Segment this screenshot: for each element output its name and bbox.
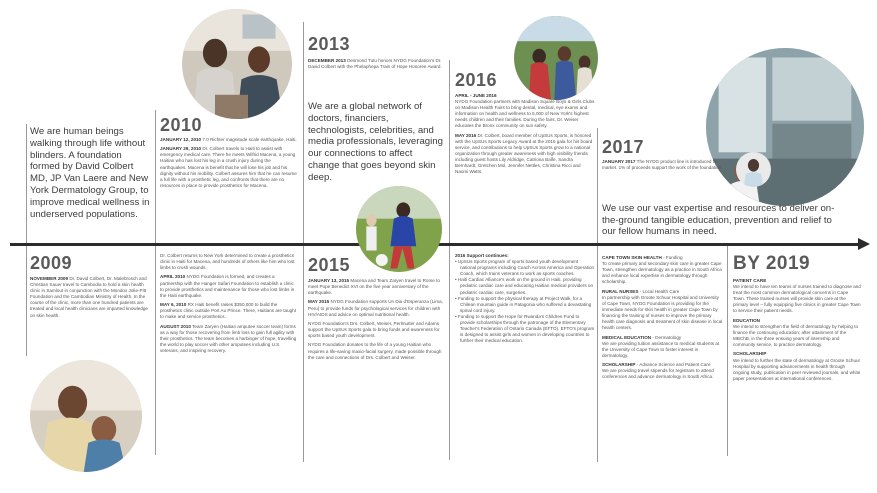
year-2016: 2016 [455, 70, 498, 90]
entries-2015 [308, 278, 446, 364]
year-2010: 2010 [160, 115, 203, 135]
timeline-arrowhead [858, 238, 870, 250]
entries-2010-upper [160, 137, 298, 192]
program-title: RURAL NURSES [602, 288, 639, 294]
year-2015: 2015 [308, 255, 351, 275]
photo-health-fair [514, 16, 598, 100]
entry-text: Team Zaryen (Haitian amputee soccer team) forms as a way for those recovering from limb loss to gain full agility with their prosthetics. The team becomes a harbinger of hope, travelling the world to play soccer with other amputees including U.S. veterans, and inspiring recovery. [160, 323, 297, 353]
photo-haiti-clinic [182, 9, 292, 119]
entry-date: JANUARY 29, 2010 [160, 146, 202, 152]
program-sub: - Funding [661, 255, 683, 260]
entries-2016 [455, 93, 595, 179]
lead-2009: We are human beings walking through life without blinders. A foundation formed by David Colbert MD, JP Van Laere and New York Dermatology Group, to improve medical wellness in underserved populations. [30, 126, 150, 220]
entry-date: JANUARY 2017 [602, 159, 636, 164]
entry-date: APRIL 2010 [160, 274, 186, 280]
entries-2010-lower [160, 253, 298, 357]
year-2017: 2017 [602, 137, 645, 157]
photo-mother-child [30, 360, 142, 472]
photo-clinic-doctor [706, 48, 864, 206]
program-sub: - Local Health Care [638, 288, 680, 294]
year-2013: 2013 [308, 34, 351, 54]
entry-text: Dr. Colbert returns to New York determined to create a prosthetics clinic in Haiti for Macena, and hundreds of others like him who lost limbs to crush wounds. [160, 253, 295, 271]
divider-2017 [597, 128, 598, 462]
goal-text: We intend to strengthen the field of dermatology by helping to finance the continuing education; after attainment of the MBChB, in the three ensuing years of internship and community service, to practice dermatology. [733, 323, 859, 348]
entry-text: Dr. Colbert travels to Haiti to assist with emergency medical care. There he meets Wilfrid Macena, a young Haitian who has lost his leg in a crush injury during the earthquakes. Macena is benefit that he will lose his job and his dignity without his mobility. Colbert assures him that he can resume a full life with a prosthetic leg, and confronts that there are no resources in place to provide prosthetics for Macena. [160, 146, 297, 188]
entry-dec-2013 [308, 58, 446, 70]
divider-2013 [303, 22, 304, 462]
goal-title: EDUCATION [733, 317, 760, 323]
program-sub: - Advance Science and Patient Care [635, 362, 711, 368]
entry-text: 7.0 Richter magnitude scale earthquake, Haiti. [202, 137, 297, 142]
goal-text: We intend to further the state of dermatology at Groote Schuur Hospital by supporting advancements in health through ongoing study, publication in peer reviewed journals, and white paper presentations at international conferences. [733, 357, 861, 381]
program-sub: - Dermatology [651, 334, 682, 340]
lead-2013: We are a global network of doctors, financiers, technologists, celebrities, and media professionals, leveraging our connections to affect change that goes beyond skin deep. [308, 101, 443, 183]
entry-date: DECEMBER 2013 [308, 58, 346, 63]
program-title: CAPE TOWN SKIN HEALTH [602, 255, 662, 260]
entry-date: JANUARY 13, 2015 [308, 278, 350, 283]
entry-date: JANUARY 12, 2010 [160, 137, 202, 142]
program-title: MEDICAL EDUCATION [602, 334, 652, 340]
divider-2010 [155, 110, 156, 455]
lead-2017: We use our vast expertise and resources to deliver on-the-ground tangible education, prevention and relief to our fellow humans in need. [602, 203, 835, 238]
entry-date: MAY 2016 [455, 132, 477, 138]
photo-professional-2017 [736, 152, 771, 187]
entry-nov-2009 [30, 276, 150, 319]
program-text: We are providing tuition assistance to medical students at the University of Cape Town to foster interest in dermatology. [602, 340, 720, 358]
entry-text: NYDG Foundation is formed, and creates a partnership with the Hanger Safari Foundation to establish a clinic to provide prosthetics and maintenance for those who lost limbs in the Haiti earthquake. [160, 274, 295, 298]
program-text: In partnership with Groote Schuur Hospital and University of Cape Town, NYDG Foundation is providing for the immediate needs for skin health in greater Cape Town by financing the training of nurses to improve the primary health care diagnosis and treatment of skin disease in local health centers. [602, 294, 723, 331]
photo-soccer-team [356, 186, 442, 272]
entry-date: MAY 6, 2010 [160, 302, 187, 308]
entry-date: MAY 2015 [308, 299, 330, 305]
entry-text: Dr. Colbert, board member of UpSUs Sports, is honored with the UpSUs Sports Legacy Award at the 2016 gala for his board service, and contributions to help UpSUs Sports grow to a national organization through greater awareness with high visibility friends including guest hosts Lily Aldridge, Catriona Balfe, Sandra Bernhardt, Gretchen Mol, Jennifer Nettles, Christina Ricci and Naomi Watts. [455, 132, 593, 175]
entry-text: NYDG Foundation partners with Madison Square Boys & Girls Clubs on Madison Health Fairs to bring dental, medical, eye exams and information on health and wellness to 5,000 of New York's highest needs children and their families. During the fairs, Dr. Weiser educates the Bronx community on sun safety. [455, 99, 595, 129]
goal-text: We intend to have ten teams of nurses trained to diagnose and treat the most common dermatological concerns in Cape Town. These trained nurses will provide skin care at the primary level – fully equipping five clinics in greater Cape Town to service their patient needs. [733, 284, 861, 314]
support-title: 2016 Support continues: [455, 253, 509, 258]
programs-2017 [602, 255, 724, 384]
divider-2016 [449, 60, 450, 460]
year-2009: 2009 [30, 253, 73, 273]
entry-text: RX Haiti benefit raises $350,000 to build the prosthetics clinic outside Port Au Prince. There, Haitians are taught to make and service prosthetics. [160, 302, 297, 320]
entry-text: Macena and Team Zaryen travel to Rome to meet Pope Benedict XVI on the five year anniversary of the earthquake. [308, 278, 440, 296]
entry-date: APRIL - JUNE 2016 [455, 93, 497, 98]
entry-text: NYDG Foundation's Drs. Colbert, Weiser, Perlmutter and Adams support the UpSUs Sports gala to bring funds and awareness for sports based youth development. [308, 320, 440, 339]
entry-date: AUGUST 2010 [160, 323, 191, 329]
program-text: We are providing travel stipends for registrars to attend conferences and advance dermatology in South Africa. [602, 368, 714, 380]
entry-text: NYDG Foundation supports Un Dia d'Esperanza (Lima, Peru) to provide funds for psychological services for children with HIV/AIDS and advice on optimal nutritional health. [308, 299, 443, 317]
entry-text: The NYDG product line is introduced to market. 1% of proceeds support the work of the foundation. [602, 159, 723, 171]
entry-text: NYDG Foundation donates to the life of a young Haitian who requires a life-saving maxio-facial surgery, made possible through the care and connections of Drs. Colbert and Weiser. [308, 342, 442, 360]
divider-2009-top [26, 124, 27, 244]
goal-title: PATIENT CARE [733, 278, 767, 283]
entry-text: Dr. David Colbert, Dr. Malebrosch and Christian Sauer travel to Cambodia to hold a skin health clinic in Samlout in conjunction with the Mondox Jolie-Pitt Foundation and the Cambodian Ministry of Health. In the course of the clinic, more than one hundred patients are treated and local health clinicians are imparted knowledge on skin health. [30, 276, 148, 318]
program-title: SCHOLARSHIP [602, 362, 636, 368]
support-item: • Funding to support the physical therapy at Project Walk, for a Chilean mountain guide in Patagonia who suffered a devastating spinal cord injury. [455, 296, 595, 314]
divider-2009-bottom [26, 246, 27, 356]
program-text: To create primary and secondary skin care in greater Cape Town, strengthen dermatology as a practice in South Africa and enhance local expertise in dermatology through scholarship. [602, 261, 722, 285]
divider-2019 [727, 246, 728, 456]
support-2016 [455, 253, 595, 344]
goals-2019 [733, 278, 861, 385]
entry-jan-2017 [602, 159, 728, 171]
goal-title: SCHOLARSHIP [733, 351, 767, 357]
support-item: • Haiti Cardiac Alliance's work on the ground in Haiti, providing pediatric cardiac care and educating Haitian medical providers on pediatric cardiac care, surgeries. [455, 277, 595, 295]
support-item: • Funding to support the Hope for Rwanda's Children Fund to provide scholarships through the patronage of the Elementary Teacher's Federation of Ontario Canada (EFTO). EFTO's program is designed to assist girls and women in developing countries to further their medical education. [455, 314, 595, 344]
year-by-2019: BY 2019 [733, 253, 811, 274]
entry-text: Desmond Tutu honors NYDG Foundation's Dr. David Colbert with the Phelaphepa Train of Hope Honoree Award. [308, 58, 442, 70]
entry-date: NOVEMBER 2009 [30, 276, 69, 281]
support-item: • UpSUs Sports program of sports based youth development national programs including Coach Across America and Operation Coach, which trains veterans to work as sports coaches. [455, 259, 595, 277]
